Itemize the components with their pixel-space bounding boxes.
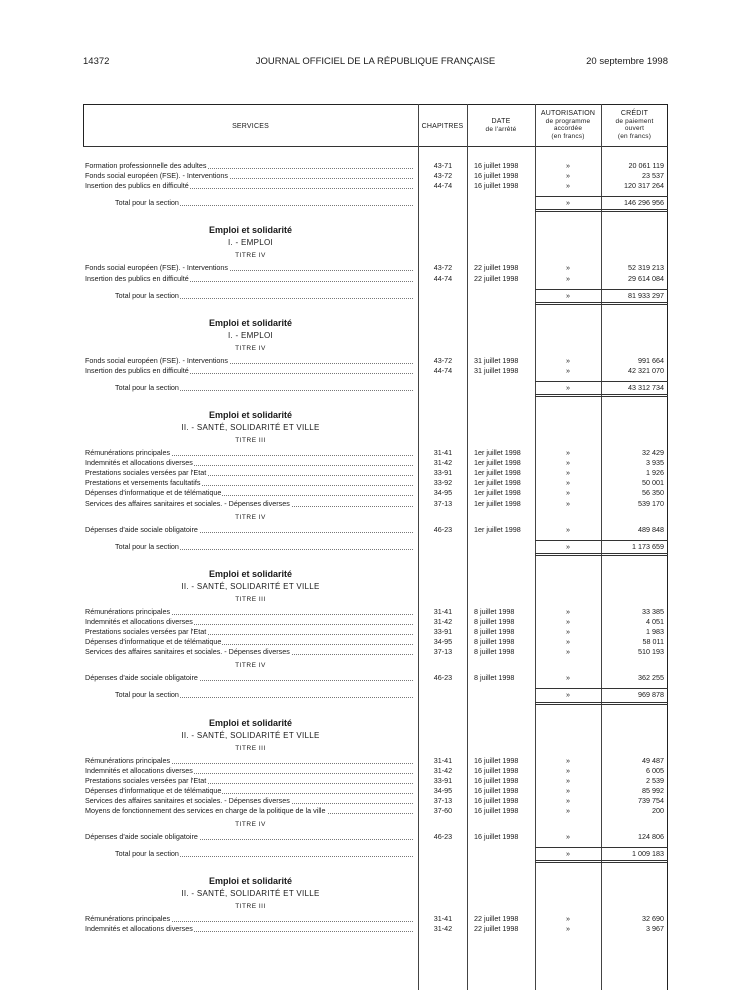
total-bottom-rule (535, 209, 668, 212)
row-label-text: Fonds social européen (FSE). - Interventions (85, 171, 229, 181)
col-header-auto-l1: AUTORISATION (540, 110, 596, 117)
row-autorisation: » (566, 775, 570, 785)
row-chapitre: 31-42 (433, 616, 453, 626)
row-label (85, 806, 417, 816)
row-autorisation: » (566, 832, 570, 842)
row-date: 16 juillet 1998 (474, 755, 519, 765)
total-top-rule (535, 289, 668, 290)
row-date: 8 juillet 1998 (474, 606, 515, 616)
total-row (83, 542, 668, 552)
row-label-text: Total pour la section (115, 541, 179, 551)
row-label-text: Fonds social européen (FSE). - Interventions (85, 263, 229, 273)
row-chapitre: 46-23 (433, 524, 453, 534)
row-chapitre: 37-13 (433, 498, 453, 508)
row-label (115, 690, 417, 700)
row-autorisation: » (566, 924, 570, 934)
row-chapitre: 43-72 (433, 355, 453, 365)
credits-table (83, 104, 668, 990)
row-date: 31 juillet 1998 (474, 355, 519, 365)
row-label (115, 291, 417, 301)
row-chapitre: 34-95 (433, 637, 453, 647)
row-chapitre: 46-23 (433, 832, 453, 842)
section-heading: I. - EMPLOI (227, 330, 274, 340)
table-row (83, 766, 668, 776)
table-row (83, 161, 668, 171)
row-date: 8 juillet 1998 (474, 627, 515, 636)
ministry-heading: Emploi et solidarité (208, 225, 293, 236)
row-credit: 146 296 956 (624, 198, 664, 208)
row-credit: 1 173 659 (632, 541, 664, 551)
row-date: 8 juillet 1998 (474, 673, 515, 683)
row-label (85, 161, 417, 171)
row-credit: 85 992 (642, 785, 664, 795)
table-row (83, 637, 668, 647)
row-label (115, 198, 417, 208)
row-credit: 3 935 (646, 458, 664, 468)
col-header-credit (601, 110, 668, 140)
row-date: 8 juillet 1998 (474, 647, 515, 657)
row-label-text: Indemnités et allocations diverses (85, 616, 193, 626)
total-top-rule (535, 540, 668, 541)
row-credit: 6 005 (646, 765, 664, 775)
ministry-heading: Emploi et solidarité (208, 317, 293, 328)
header-bottom-rule (83, 146, 668, 147)
row-credit: 52 319 213 (628, 263, 664, 273)
row-autorisation: » (566, 365, 570, 375)
table-row (83, 627, 668, 637)
row-credit: 49 487 (642, 755, 664, 765)
row-credit: 539 170 (638, 498, 664, 508)
row-date: 8 juillet 1998 (474, 616, 515, 626)
row-date: 16 juillet 1998 (474, 832, 519, 842)
row-chapitre: 37-13 (433, 647, 453, 657)
row-date: 31 juillet 1998 (474, 365, 519, 375)
row-chapitre: 37-60 (433, 806, 453, 815)
col-header-date (467, 118, 535, 133)
row-credit: 124 806 (638, 832, 664, 842)
row-chapitre: 44-74 (433, 273, 453, 283)
row-label-text: Total pour la section (115, 849, 179, 859)
row-autorisation: » (566, 181, 570, 191)
row-chapitre: 44-74 (433, 181, 453, 191)
row-label-text: Rémunérations principales (85, 755, 171, 765)
table-row (83, 756, 668, 766)
row-credit: 120 317 264 (624, 181, 664, 191)
row-label (85, 607, 417, 617)
row-label (115, 542, 417, 552)
row-label (85, 766, 417, 776)
row-label-text: Services des affaires sanitaires et sociales. - Dépenses diverses (85, 647, 290, 657)
row-label (85, 499, 417, 509)
row-label (115, 849, 417, 859)
row-label-text: Dépenses d'informatique et de télématique (85, 637, 222, 647)
section-heading: I. - EMPLOI (227, 238, 274, 248)
table-row (83, 181, 668, 191)
row-autorisation: » (566, 458, 570, 468)
row-chapitre: 33-91 (433, 468, 453, 478)
row-label-text: Total pour la section (115, 382, 179, 392)
row-chapitre: 31-41 (433, 448, 453, 457)
table-row (83, 776, 668, 786)
total-top-rule (535, 196, 668, 197)
row-label (85, 832, 417, 842)
row-date: 1er juillet 1998 (474, 498, 521, 508)
row-autorisation: » (566, 273, 570, 283)
section-heading: II. - SANTÉ, SOLIDARITÉ ET VILLE (181, 730, 320, 740)
row-autorisation: » (566, 673, 570, 683)
row-credit: 58 011 (642, 637, 664, 647)
row-autorisation: » (566, 914, 570, 924)
ministry-heading: Emploi et solidarité (208, 717, 293, 728)
table-row (83, 796, 668, 806)
row-credit: 969 878 (638, 690, 664, 700)
row-label-text: Indemnités et allocations diverses (85, 458, 193, 468)
col-header-credit-l1: CRÉDIT (620, 110, 649, 117)
row-date: 22 juillet 1998 (474, 273, 519, 283)
row-date: 1er juillet 1998 (474, 478, 521, 488)
row-label (85, 673, 417, 683)
row-credit: 23 537 (642, 171, 664, 181)
row-date: 1er juillet 1998 (474, 524, 521, 534)
row-label-text: Services des affaires sanitaires et sociales. - Dépenses diverses (85, 795, 290, 805)
row-chapitre: 31-41 (433, 606, 453, 616)
titre-heading: TITRE III (235, 595, 266, 603)
row-label-text: Prestations sociales versées par l'Etat (85, 468, 207, 478)
row-credit: 4 051 (646, 616, 664, 626)
col-header-date-l2: de l'arrêté (485, 125, 517, 133)
row-autorisation: » (566, 290, 570, 300)
titre-heading: TITRE IV (235, 662, 266, 670)
col-header-auto-l4: (en francs) (551, 132, 585, 140)
row-label (85, 776, 417, 786)
row-credit: 200 (652, 806, 664, 815)
total-bottom-rule (535, 860, 668, 863)
row-chapitre: 31-42 (433, 458, 453, 468)
row-credit: 991 664 (638, 355, 664, 365)
table-top-border (83, 104, 668, 105)
row-credit: 81 933 297 (628, 290, 664, 300)
row-date: 16 juillet 1998 (474, 765, 519, 775)
table-row (83, 647, 668, 657)
row-chapitre: 43-72 (433, 171, 453, 181)
row-credit: 43 312 734 (628, 382, 664, 392)
section-heading: II. - SANTÉ, SOLIDARITÉ ET VILLE (181, 889, 320, 899)
row-label (85, 756, 417, 766)
row-autorisation: » (566, 765, 570, 775)
row-date: 1er juillet 1998 (474, 448, 521, 457)
row-date: 16 juillet 1998 (474, 171, 519, 181)
row-credit: 1 983 (646, 627, 664, 636)
total-bottom-rule (535, 702, 668, 705)
row-chapitre: 43-71 (433, 161, 453, 170)
row-autorisation: » (566, 637, 570, 647)
table-row (83, 499, 668, 509)
row-credit: 20 061 119 (628, 161, 664, 170)
row-date: 16 juillet 1998 (474, 775, 519, 785)
row-credit: 32 429 (642, 448, 664, 457)
row-autorisation: » (566, 478, 570, 488)
row-chapitre: 33-91 (433, 775, 453, 785)
row-date: 1er juillet 1998 (474, 468, 521, 478)
row-credit: 42 321 070 (628, 365, 664, 375)
ministry-heading: Emploi et solidarité (208, 410, 293, 420)
journal-title: JOURNAL OFFICIEL DE LA RÉPUBLIQUE FRANÇAISE (255, 56, 496, 67)
row-chapitre: 31-41 (433, 755, 453, 765)
row-credit: 50 001 (642, 478, 664, 488)
row-date: 16 juillet 1998 (474, 785, 519, 795)
row-label-text: Dépenses d'informatique et de télématique (85, 785, 222, 795)
row-date: 22 juillet 1998 (474, 924, 519, 934)
row-label (85, 181, 417, 191)
row-chapitre: 31-42 (433, 765, 453, 775)
row-chapitre: 33-92 (433, 478, 453, 488)
col-header-services: SERVICES (232, 123, 269, 130)
row-chapitre: 34-95 (433, 785, 453, 795)
row-label (85, 478, 417, 488)
total-top-rule (535, 847, 668, 848)
row-autorisation: » (566, 171, 570, 181)
row-label (85, 171, 417, 181)
row-credit: 1 926 (646, 468, 664, 478)
row-label-text: Prestations sociales versées par l'Etat (85, 775, 207, 785)
row-label (85, 458, 417, 468)
col-header-credit-l2: de paiement (615, 117, 654, 125)
row-label-text: Indemnités et allocations diverses (85, 765, 193, 775)
row-date: 22 juillet 1998 (474, 263, 519, 273)
row-credit: 1 009 183 (632, 849, 664, 859)
row-autorisation: » (566, 488, 570, 498)
total-row (83, 849, 668, 859)
row-label-text: Formation professionnelle des adultes (85, 161, 207, 170)
col-header-credit-l3: ouvert (624, 125, 645, 132)
row-date: 1er juillet 1998 (474, 458, 521, 468)
total-top-rule (535, 381, 668, 382)
row-autorisation: » (566, 161, 570, 170)
row-date: 22 juillet 1998 (474, 914, 519, 924)
row-label (85, 924, 417, 934)
row-credit: 3 967 (646, 924, 664, 934)
section-heading: II. - SANTÉ, SOLIDARITÉ ET VILLE (181, 423, 320, 432)
table-row (83, 607, 668, 617)
row-label (85, 263, 417, 273)
row-label (85, 786, 417, 796)
row-label (85, 488, 417, 498)
row-chapitre: 43-72 (433, 263, 453, 273)
row-date: 16 juillet 1998 (474, 795, 519, 805)
row-autorisation: » (566, 498, 570, 508)
row-label (85, 525, 417, 535)
table-row (83, 366, 668, 376)
row-label (85, 627, 417, 637)
row-label-text: Services des affaires sanitaires et sociales. - Dépenses diverses (85, 498, 290, 508)
total-row (83, 291, 668, 301)
col-header-chapitres: CHAPITRES (421, 123, 464, 130)
total-row (83, 198, 668, 208)
total-top-rule (535, 688, 668, 689)
row-label-text: Insertion des publics en difficulté (85, 181, 189, 191)
row-autorisation: » (566, 355, 570, 365)
total-row (83, 690, 668, 700)
row-autorisation: » (566, 755, 570, 765)
row-credit: 56 350 (642, 488, 664, 498)
row-label-text: Rémunérations principales (85, 448, 171, 457)
row-autorisation: » (566, 690, 570, 700)
row-chapitre: 31-42 (433, 924, 453, 934)
table-row (83, 274, 668, 284)
col-header-credit-l4: (en francs) (617, 132, 652, 140)
table-row (83, 458, 668, 468)
row-label (85, 448, 417, 458)
issue-date: 20 septembre 1998 (586, 56, 668, 67)
table-row (83, 356, 668, 366)
row-label (85, 796, 417, 806)
table-row (83, 806, 668, 816)
table-row (83, 468, 668, 478)
row-autorisation: » (566, 468, 570, 478)
row-credit: 489 848 (638, 524, 664, 534)
row-credit: 33 385 (642, 606, 664, 616)
row-label-text: Total pour la section (115, 198, 179, 208)
row-autorisation: » (566, 849, 570, 859)
total-bottom-rule (535, 394, 668, 397)
row-label-text: Fonds social européen (FSE). - Interventions (85, 355, 229, 365)
titre-heading: TITRE III (235, 437, 266, 444)
titre-heading: TITRE III (235, 744, 266, 752)
row-credit: 29 614 084 (628, 273, 664, 283)
table-row (83, 786, 668, 796)
col-header-auto-l2: de programme (545, 117, 591, 125)
table-row (83, 832, 668, 842)
row-label-text: Total pour la section (115, 690, 179, 700)
row-label-text: Insertion des publics en difficulté (85, 365, 189, 375)
row-label-text: Insertion des publics en difficulté (85, 273, 189, 283)
row-autorisation: » (566, 382, 570, 392)
row-label (115, 383, 417, 393)
row-label (85, 914, 417, 924)
col-header-autorisation (535, 110, 601, 140)
row-label-text: Prestations sociales versées par l'Etat (85, 627, 207, 636)
row-label (85, 274, 417, 284)
row-autorisation: » (566, 616, 570, 626)
table-row (83, 914, 668, 924)
row-label-text: Dépenses d'aide sociale obligatoire (85, 832, 198, 842)
col-header-auto-l3: accordée (553, 125, 583, 132)
row-chapitre: 33-91 (433, 627, 453, 636)
row-label (85, 468, 417, 478)
row-chapitre: 44-74 (433, 365, 453, 375)
row-autorisation: » (566, 627, 570, 636)
ministry-heading: Emploi et solidarité (208, 876, 293, 887)
row-autorisation: » (566, 785, 570, 795)
row-date: 16 juillet 1998 (474, 806, 519, 815)
table-row (83, 617, 668, 627)
table-row (83, 924, 668, 934)
table-row (83, 448, 668, 458)
row-autorisation: » (566, 647, 570, 657)
titre-heading: TITRE IV (235, 252, 266, 260)
section-heading: II. - SANTÉ, SOLIDARITÉ ET VILLE (181, 581, 320, 591)
row-label-text: Rémunérations principales (85, 914, 171, 924)
titre-heading: TITRE IV (235, 513, 266, 521)
row-autorisation: » (566, 198, 570, 208)
titre-heading: TITRE IV (235, 821, 266, 829)
row-label-text: Total pour la section (115, 290, 179, 300)
row-date: 8 juillet 1998 (474, 637, 515, 647)
row-autorisation: » (566, 795, 570, 805)
row-autorisation: » (566, 448, 570, 457)
row-label-text: Dépenses d'informatique et de télématique (85, 488, 222, 498)
row-credit: 510 193 (638, 647, 664, 657)
row-credit: 32 690 (642, 914, 664, 924)
row-credit: 2 539 (646, 775, 664, 785)
row-label-text: Indemnités et allocations diverses (85, 924, 193, 934)
row-date: 16 juillet 1998 (474, 161, 519, 170)
row-label-text: Dépenses d'aide sociale obligatoire (85, 673, 198, 683)
row-label-text: Rémunérations principales (85, 606, 171, 616)
row-chapitre: 46-23 (433, 673, 453, 683)
row-label-text: Prestations et versements facultatifs (85, 478, 201, 488)
total-bottom-rule (535, 553, 668, 556)
ministry-heading: Emploi et solidarité (208, 568, 293, 579)
row-date: 1er juillet 1998 (474, 488, 521, 498)
row-chapitre: 37-13 (433, 795, 453, 805)
row-label (85, 356, 417, 366)
total-bottom-rule (535, 302, 668, 305)
row-autorisation: » (566, 524, 570, 534)
row-chapitre: 34-95 (433, 488, 453, 498)
row-autorisation: » (566, 806, 570, 815)
row-label-text: Dépenses d'aide sociale obligatoire (85, 524, 198, 534)
page-number: 14372 (83, 56, 110, 67)
row-label-text: Moyens de fonctionnement des services en charge de la politique de la ville (85, 806, 326, 815)
table-row (83, 478, 668, 488)
row-credit: 739 754 (638, 795, 664, 805)
row-label (85, 637, 417, 647)
row-label (85, 617, 417, 627)
col-header-date-l1: DATE (491, 118, 511, 125)
row-label (85, 366, 417, 376)
row-autorisation: » (566, 541, 570, 551)
row-credit: 362 255 (638, 673, 664, 683)
table-row (83, 488, 668, 498)
table-row (83, 263, 668, 273)
table-row (83, 673, 668, 683)
row-autorisation: » (566, 263, 570, 273)
row-date: 16 juillet 1998 (474, 181, 519, 191)
row-label (85, 647, 417, 657)
total-row (83, 383, 668, 393)
titre-heading: TITRE IV (235, 344, 266, 352)
row-autorisation: » (566, 606, 570, 616)
table-row (83, 525, 668, 535)
page-header (83, 56, 668, 70)
row-chapitre: 31-41 (433, 914, 453, 924)
table-row (83, 171, 668, 181)
titre-heading: TITRE III (235, 903, 266, 911)
